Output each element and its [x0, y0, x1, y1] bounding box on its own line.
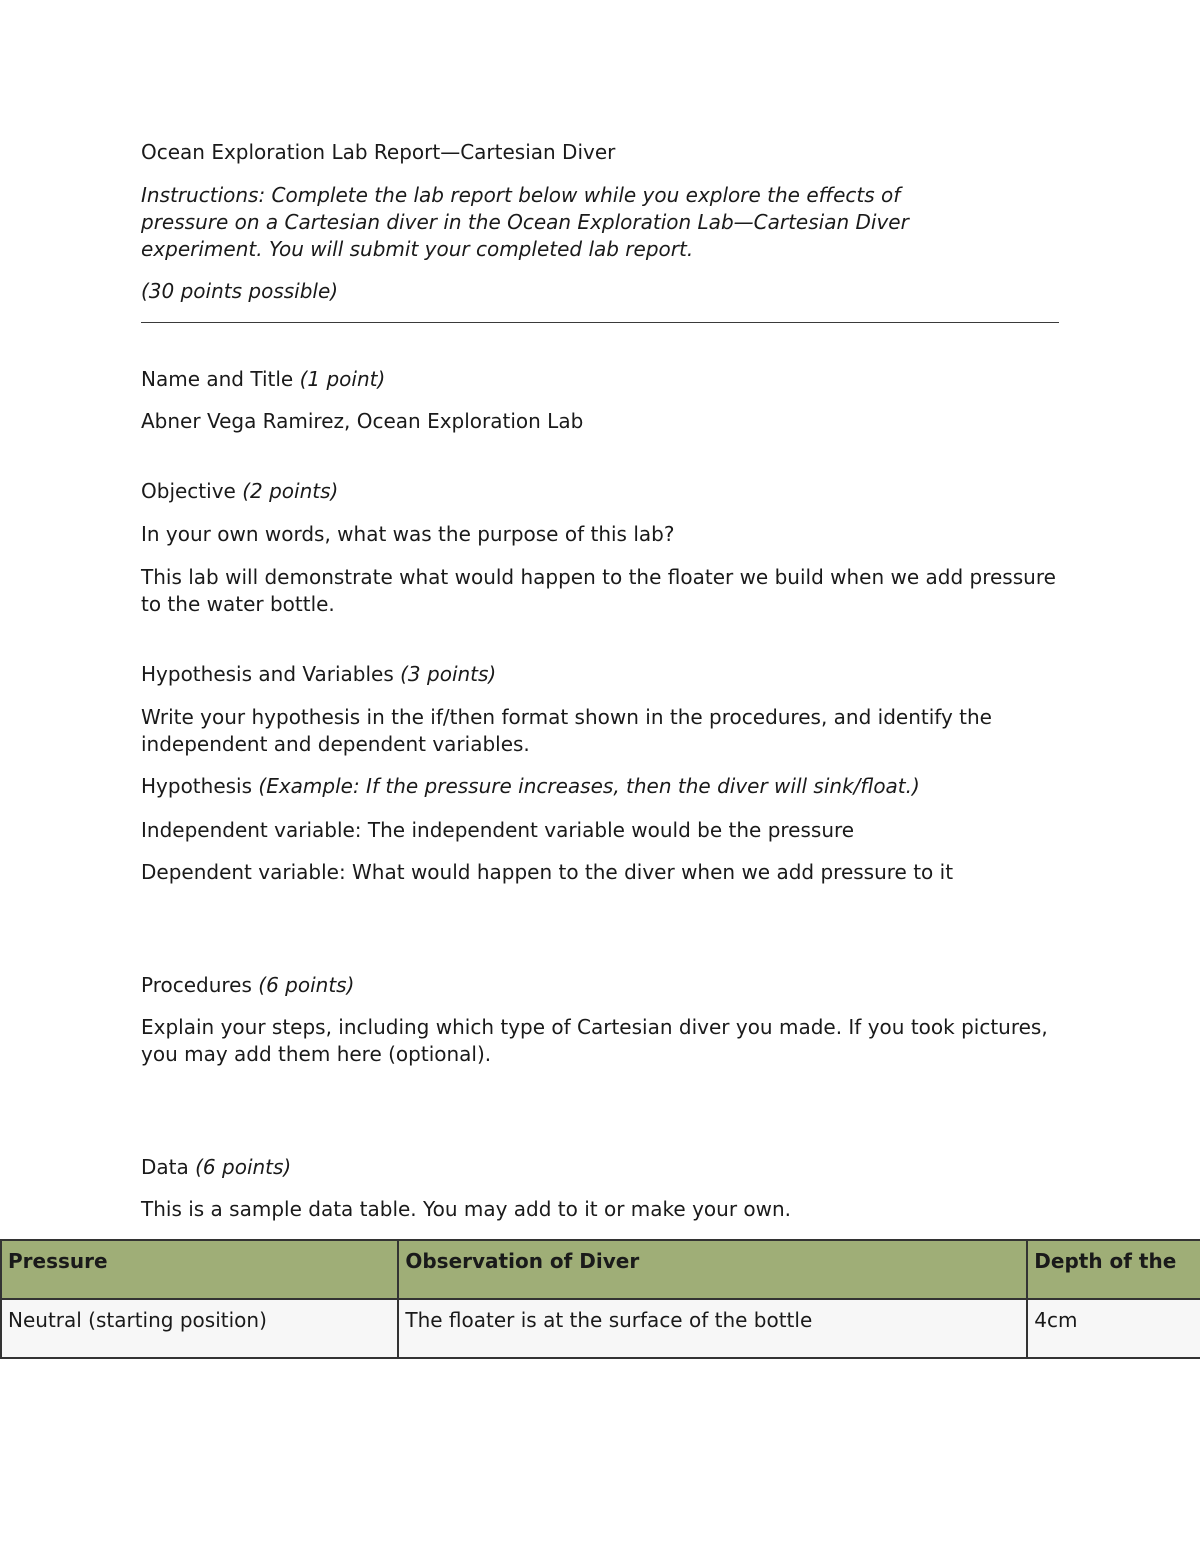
table-header-row [1, 1240, 1200, 1299]
dependent-variable[interactable]: Dependent variable: What would happen to the diver when we add pressure to it [141, 860, 954, 884]
column-header-pressure: Pressure [1, 1240, 398, 1299]
data-table [0, 1239, 1200, 1359]
document-title: Ocean Exploration Lab Report—Cartesian Diver [141, 140, 616, 164]
table-cell-pressure[interactable]: Neutral (starting position) [1, 1299, 398, 1358]
hypothesis-line[interactable]: Hypothesis (Example: If the pressure increases, then the diver will sink/float.) [141, 774, 920, 798]
name-answer[interactable]: Abner Vega Ramirez, Ocean Exploration Lab [141, 409, 584, 433]
procedures-heading: Procedures (6 points) [141, 973, 355, 997]
lab-report-header [141, 139, 1061, 305]
independent-variable[interactable]: Independent variable: The independent variable would be the pressure [141, 818, 855, 842]
horizontal-divider [141, 322, 1059, 323]
points-possible: (30 points possible) [141, 279, 339, 303]
hypothesis-prompt: Write your hypothesis in the if/then format shown in the procedures, and identify the independent and dependent variables. [141, 705, 992, 756]
objective-prompt: In your own words, what was the purpose of this lab? [141, 522, 675, 546]
procedures-prompt: Explain your steps, including which type of Cartesian diver you made. If you took pictures, you may add them here (optional). [141, 1015, 1048, 1066]
column-header-depth: Depth of the [1027, 1240, 1200, 1299]
column-header-observation: Observation of Diver [398, 1240, 1027, 1299]
objective-answer[interactable]: This lab will demonstrate what would happen to the floater we build when we add pressure to the water bottle. [141, 565, 1056, 616]
table-cell-observation[interactable]: The floater is at the surface of the bottle [398, 1299, 1027, 1358]
instructions-text: Instructions: Complete the lab report below while you explore the effects of pressure on a Cartesian diver in the Ocean Exploration Lab—Cartesian Diver experiment. You will submit your completed lab report. [141, 183, 916, 261]
hypothesis-heading: Hypothesis and Variables (3 points) [141, 662, 497, 686]
name-section-heading: Name and Title (1 point) [141, 367, 386, 391]
objective-heading: Objective (2 points) [141, 479, 339, 503]
table-row [1, 1299, 1200, 1358]
data-heading: Data (6 points) [141, 1155, 292, 1179]
table-cell-depth[interactable]: 4cm [1027, 1299, 1200, 1358]
data-prompt: This is a sample data table. You may add to it or make your own. [141, 1197, 792, 1221]
